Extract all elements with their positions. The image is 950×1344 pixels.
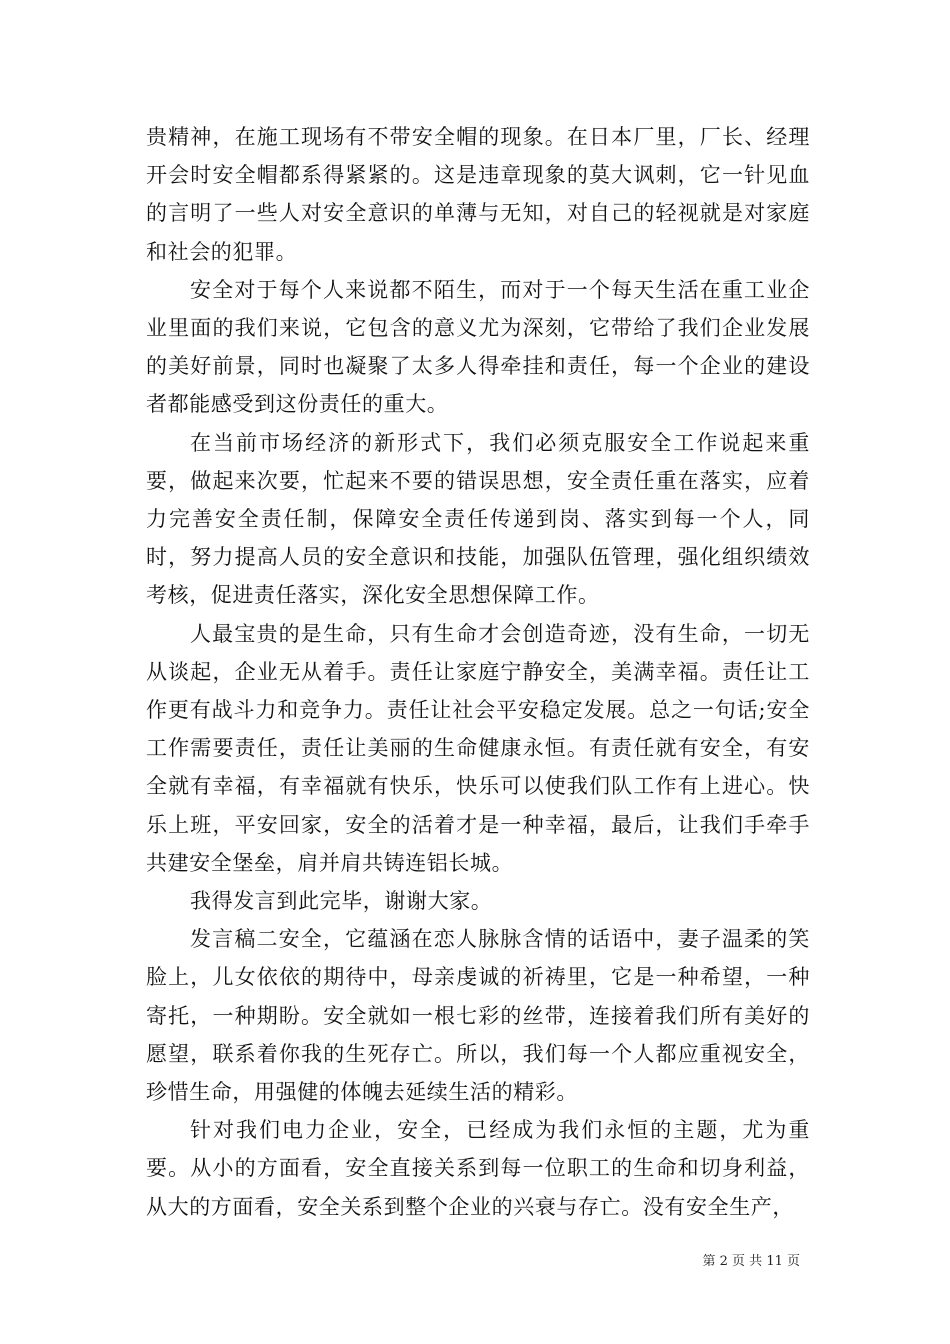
paragraph-4: 人最宝贵的是生命，只有生命才会创造奇迹，没有生命，一切无从谈起，企业无从着手。责任让家庭宁静安全，美满幸福。责任让工作更有战斗力和竞争力。责任让社会平安稳定发展。总之一句话;安全工作需要责任，责任让美丽的生命健康永恒。有责任就有安全，有安全就有幸福，有幸福就有快乐，快乐可以使我们队工作有上进心。快乐上班，平安回家，安全的活着才是一种幸福，最后，让我们手牵手共建安全堡垒，肩并肩共铸连铝长城。: [146, 621, 810, 875]
paragraph-3: 在当前市场经济的新形式下，我们必须克服安全工作说起来重要，做起来次要，忙起来不要的错误思想，安全责任重在落实，应着力完善安全责任制，保障安全责任传递到岗、落实到每一个人，同时，努力提高人员的安全意识和技能，加强队伍管理，强化组织绩效考核，促进责任落实，深化安全思想保障工作。: [146, 430, 810, 608]
page-number: 第 2 页 共 11 页: [702, 1254, 800, 1269]
body-text: [146, 118, 810, 1226]
paragraph-1: 贵精神，在施工现场有不带安全帽的现象。在日本厂里，厂长、经理开会时安全帽都系得紧紧的。这是违章现象的莫大讽刺，它一针见血的言明了一些人对安全意识的单薄与无知，对自己的轻视就是对家庭和社会的犯罪。: [146, 125, 810, 264]
paragraph-7: 针对我们电力企业，安全，已经成为我们永恒的主题，尤为重要。从小的方面看，安全直接关系到每一位职工的生命和切身利益，从大的方面看，安全关系到整个企业的兴衰与存亡。没有安全生产，: [146, 1118, 810, 1219]
paragraph-2: 安全对于每个人来说都不陌生，而对于一个每天生活在重工业企业里面的我们来说，它包含的意义尤为深刻，它带给了我们企业发展的美好前景，同时也凝聚了太多人得牵挂和责任，每一个企业的建设者都能感受到这份责任的重大。: [146, 277, 810, 417]
paragraph-5: 我得发言到此完毕，谢谢大家。: [190, 889, 493, 914]
paragraph-6: 发言稿二安全，它蕴涵在恋人脉脉含情的话语中，妻子温柔的笑脸上，儿女依依的期待中，母亲虔诚的祈祷里，它是一种希望，一种寄托，一种期盼。安全就如一根七彩的丝带，连接着我们所有美好的愿望，联系着你我的生死存亡。所以，我们每一个人都应重视安全，珍惜生命，用强健的体魄去延续生活的精彩。: [146, 927, 810, 1105]
